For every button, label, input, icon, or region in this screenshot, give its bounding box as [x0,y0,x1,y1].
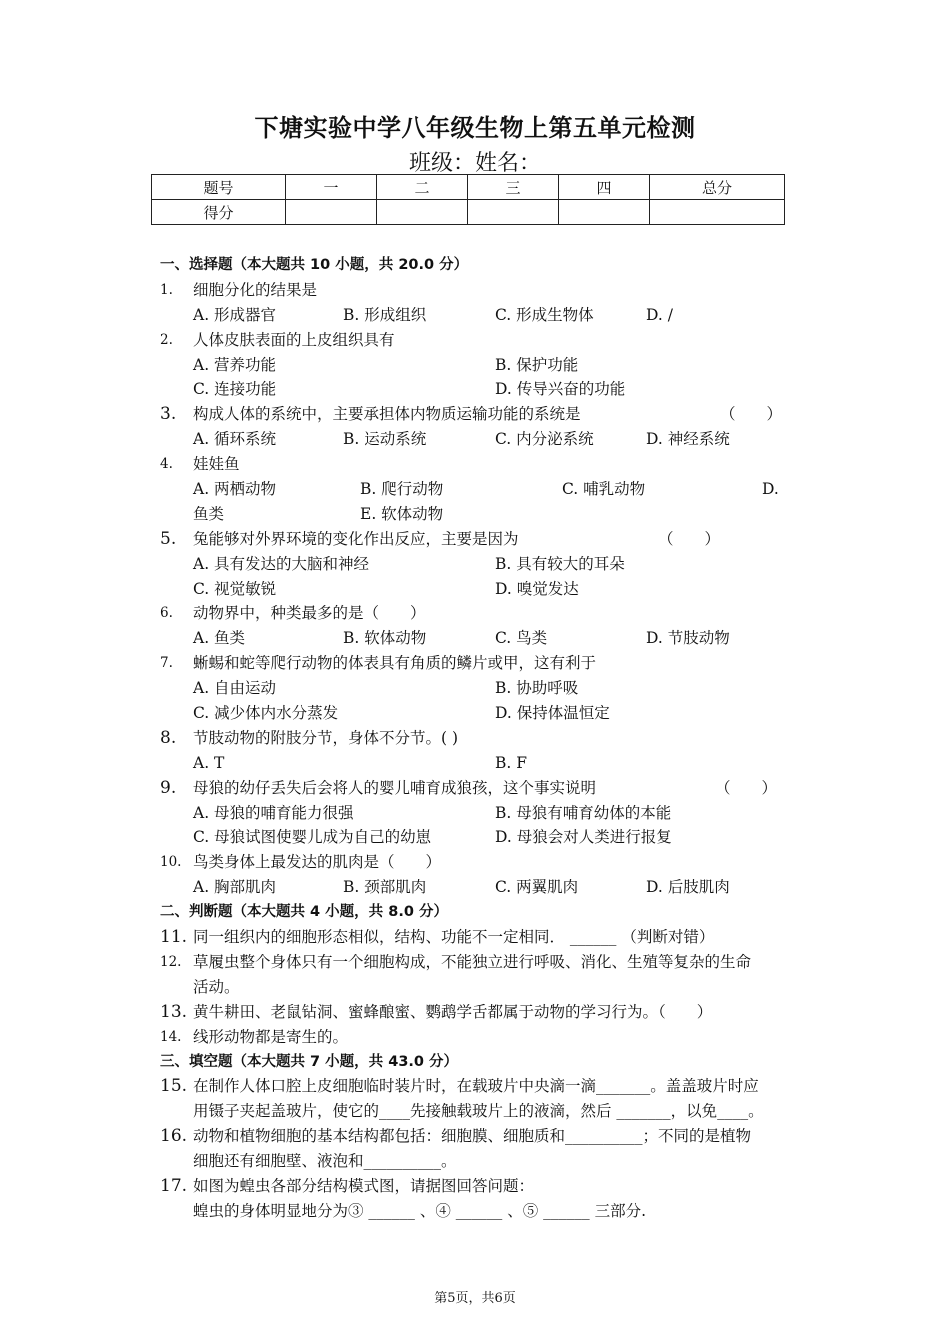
page-title: 下塘实验中学八年级生物上第五单元检测 [254,114,696,142]
question-1-options [160,303,800,328]
score-header-cell: 四 [559,175,650,200]
option-d: D. 节肢动物 [646,629,730,648]
option-b: B. 运动系统 [343,430,427,449]
option-b: B. 爬行动物 [360,480,444,499]
question-text: 细胞分化的结果是 [193,280,318,299]
option-b: B. 保护功能 [495,355,579,374]
question-10 [160,850,800,875]
question-number: 7. [160,655,173,672]
option-d: D. 保持体温恒定 [495,704,610,723]
section-heading: 一、选择题（本大题共 10 小题，共 20.0 分） [160,257,469,273]
option-d: D. 神经系统 [646,430,730,449]
question-14 [160,1025,800,1050]
question-2-options-row2 [160,377,800,402]
question-16 [160,1124,800,1149]
option-b: B. F [495,753,527,772]
question-8-options [160,751,800,776]
question-number: 12. [160,953,182,970]
question-number: 6. [160,605,173,622]
question-number: 4. [160,456,173,473]
question-11 [160,925,800,950]
question-text: 娃娃鱼 [193,455,240,474]
option-a: A. 自由运动 [193,679,277,698]
question-7-options-row1 [160,676,800,701]
question-4-options-row1 [160,477,800,502]
question-8 [160,726,800,751]
answer-paren: （ ） [720,405,783,424]
question-number: 14. [160,1028,182,1045]
question-text-continued: 活动。 [193,977,240,996]
question-text: 蜥蜴和蛇等爬行动物的体表具有角质的鳞片或甲，这有利于 [193,654,597,673]
question-10-options [160,875,800,900]
option-c: C. 视觉敏锐 [193,579,277,598]
score-header-cell: 二 [377,175,468,200]
question-2 [160,328,800,353]
question-number: 9. [160,777,177,798]
question-15-continued [160,1099,800,1124]
question-text: 动物界中，种类最多的是（ ） [193,604,426,623]
question-text: 如图为蝗虫各部分结构模式图，请据图回答问题： [193,1176,535,1195]
option-a: A. 具有发达的大脑和神经 [193,554,370,573]
question-9 [160,776,800,801]
question-9-options-row1 [160,801,800,826]
question-text: 节肢动物的附肢分节，身体不分节。( ) [193,728,459,747]
question-6 [160,601,800,626]
question-6-options [160,626,800,651]
question-number: 16. [160,1126,188,1147]
score-header-cell: 总分 [650,175,785,200]
question-number: 15. [160,1076,188,1097]
option-a: A. 两栖动物 [193,480,277,499]
score-table [151,174,785,225]
option-c: C. 两翼肌肉 [495,878,579,897]
score-input-cell [650,200,785,225]
option-c: C. 内分泌系统 [495,430,594,449]
option-b: B. 协助呼吸 [495,679,579,698]
section-heading: 三、填空题（本大题共 7 小题，共 43.0 分） [160,1053,459,1070]
question-text-continued: 细胞还有细胞壁、液泡和__________。 [193,1152,457,1171]
score-table-header-row [152,175,785,200]
question-12-continued [160,975,800,1000]
option-a: A. 营养功能 [193,355,277,374]
section-heading: 二、判断题（本大题共 4 小题，共 8.0 分） [160,904,448,921]
question-number: 17. [160,1175,188,1196]
option-c: C. 形成生物体 [495,305,594,324]
question-number: 8. [160,727,177,748]
question-5-options-row1 [160,552,800,577]
question-15 [160,1074,800,1099]
question-12 [160,950,800,975]
option-d: D. 传导兴奋的功能 [495,380,626,399]
question-3 [160,402,800,427]
question-3-options [160,427,800,452]
option-d: D. 母狼会对人类进行报复 [495,828,672,847]
question-5 [160,527,800,552]
score-input-cell [559,200,650,225]
question-text: 线形动物都是寄生的。 [193,1027,349,1046]
question-17 [160,1174,800,1199]
question-number: 5. [160,528,177,549]
option-b: B. 具有较大的耳朵 [495,554,625,573]
score-input-cell [377,200,468,225]
option-b: B. 形成组织 [343,305,427,324]
question-text-continued: 蝗虫的身体明显地分为③ ______ 、④ ______ 、⑤ ______ 三部分. [193,1201,646,1220]
question-9-options-row2 [160,825,800,850]
score-input-cell [468,200,559,225]
option-d: D. 嗅觉发达 [495,579,579,598]
question-text: 草履虫整个身体只有一个细胞构成，不能独立进行呼吸、消化、生殖等复杂的生命 [193,952,752,971]
question-number: 10. [160,854,182,871]
answer-paren: （ ） [658,529,721,548]
option-c: C. 鸟类 [495,629,548,648]
option-a: A. 胸部肌肉 [193,878,277,897]
option-c: C. 连接功能 [193,380,277,399]
question-text: 人体皮肤表面的上皮组织具有 [193,330,395,349]
question-4-options-row2 [160,502,800,527]
question-1 [160,278,800,303]
option-a: A. T [193,753,225,772]
score-row-label: 得分 [152,200,286,225]
question-7-options-row2 [160,701,800,726]
question-text: 在制作人体口腔上皮细胞临时装片时，在载玻片中央滴一滴_______。盖盖玻片时应 [193,1077,759,1096]
question-17-continued [160,1199,800,1224]
question-number: 13. [160,1001,188,1022]
option-d: D. 后肢肌肉 [646,878,730,897]
question-number: 1. [160,281,173,298]
score-header-cell: 三 [468,175,559,200]
score-header-cell: 题号 [152,175,286,200]
score-header-cell: 一 [286,175,377,200]
option-b: B. 软体动物 [343,629,427,648]
answer-paren: （ ） [715,778,778,797]
question-5-options-row2 [160,577,800,602]
option-d-text: 鱼类 [193,504,225,523]
option-c: C. 减少体内水分蒸发 [193,704,339,723]
question-text-continued: 用镊子夹起盖玻片，使它的____先接触载玻片上的液滴，然后 _______，以免____。 [193,1102,764,1121]
question-text: 同一组织内的细胞形态相似，结构、功能不一定相同． ______ （判断对错） [193,928,715,947]
option-e: E. 软体动物 [360,504,444,523]
option-c: C. 哺乳动物 [562,480,646,499]
question-text: 构成人体的系统中，主要承担体内物质运输功能的系统是 [193,405,581,424]
exam-content [160,253,800,1224]
question-text: 动物和植物细胞的基本结构都包括：细胞膜、细胞质和__________；不同的是植物 [193,1127,752,1146]
question-number: 11. [160,927,188,948]
question-16-continued [160,1149,800,1174]
class-name-line: 班级：姓名： [408,151,541,176]
question-text: 鸟类身体上最发达的肌肉是（ ） [193,853,442,872]
question-number: 2. [160,331,173,348]
question-number: 3. [160,404,177,425]
question-13 [160,1000,800,1025]
option-b: B. 颈部肌肉 [343,878,427,897]
question-2-options-row1 [160,353,800,378]
question-text: 母狼的幼仔丢失后会将人的婴儿哺育成狼孩，这个事实说明 [193,778,597,797]
page-footer: 第5页，共6页 [434,1291,516,1306]
question-7 [160,651,800,676]
option-a: A. 循环系统 [193,430,277,449]
score-table-score-row [152,200,785,225]
option-b: B. 母狼有哺育幼体的本能 [495,803,672,822]
option-a: A. 母狼的哺育能力很强 [193,803,354,822]
option-a: A. 形成器官 [193,305,277,324]
option-c: C. 母狼试图使婴儿成为自己的幼崽 [193,828,432,847]
option-d-prefix: D. [762,480,779,499]
question-text: 黄牛耕田、老鼠钻洞、蜜蜂酿蜜、鹦鹉学舌都属于动物的学习行为。（ ） [193,1002,713,1021]
option-a: A. 鱼类 [193,629,246,648]
option-d: D. / [646,305,673,324]
score-input-cell [286,200,377,225]
question-text: 兔能够对外界环境的变化作出反应，主要是因为 [193,529,519,548]
question-4 [160,452,800,477]
